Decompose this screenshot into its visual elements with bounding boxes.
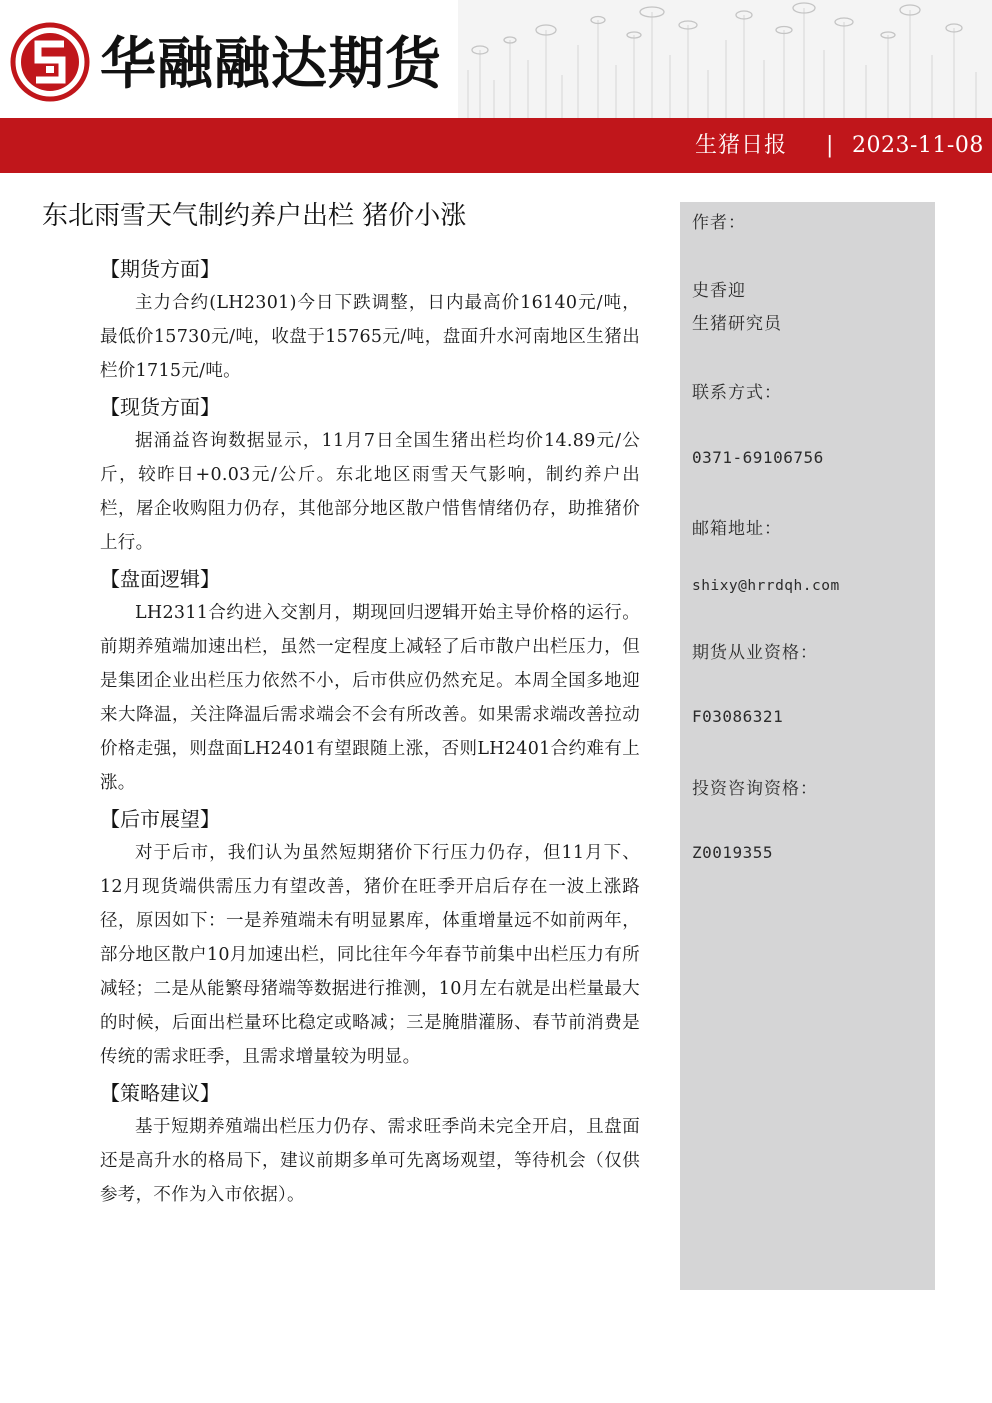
report-type: 生猪日报 [695, 133, 788, 158]
report-title: 东北雨雪天气制约养户出栏 猪价小涨 [42, 201, 467, 231]
report-date: 2023-11-08 [852, 133, 984, 158]
report-header [0, 0, 992, 175]
company-logo-icon [10, 22, 90, 102]
futures-cert-label: 期货从业资格： [692, 643, 818, 663]
contact-phone: 0371-69106756 [692, 448, 824, 467]
contact-label: 联系方式： [692, 383, 782, 403]
section-text-futures: 主力合约(LH2301)今日下跌调整，日内最高价16140元/吨，最低价15730元/吨，收盘于15765元/吨，盘面升水河南地区生猪出栏价1715元/吨。 [100, 293, 640, 381]
advisory-cert-number: Z0019355 [692, 843, 774, 862]
section-heading-strategy: 【策略建议】 [100, 1081, 220, 1105]
futures-cert-number: F03086321 [692, 707, 784, 726]
advisory-cert-label: 投资咨询资格： [692, 779, 818, 799]
section-text-outlook: 对于后市，我们认为虽然短期猪价下行压力仍存，但11月下、12月现货端供需压力有望改善，猪价在旺季开启后存在一波上涨路径，原因如下：一是养殖端未有明显累库，体重增量远不如前两年，部分地区散户10月加速出栏，同比往年今年春节前集中出栏压力有所减轻；二是从能繁母猪端等数据进行推测，10月左右就是出栏量最大的时候，后面出栏量环比稳定或略减；三是腌腊灌肠、春节前消费是传统的需求旺季，且需求增量较为明显。 [100, 843, 640, 1067]
author-label: 作者： [692, 213, 746, 233]
brand-name: 华融融达期货 [100, 32, 442, 97]
section-heading-logic: 【盘面逻辑】 [100, 567, 220, 591]
email-address[interactable]: shixy@hrrdqh.com [692, 578, 840, 594]
author-role: 生猪研究员 [692, 314, 782, 334]
email-label: 邮箱地址： [692, 519, 782, 539]
decorative-lines-graphic [458, 0, 992, 118]
section-text-logic: LH2311合约进入交割月，期现回归逻辑开始主导价格的运行。前期养殖端加速出栏，虽然一定程度上减轻了后市散户出栏压力，但是集团企业出栏压力依然不小，后市供应仍然充足。本周全国多地迎来大降温，关注降温后需求端会不会有所改善。如果需求端改善拉动价格走强，则盘面LH2401有望跟随上涨，否则LH2401合约难有上涨。 [100, 603, 640, 793]
author-sidebar [680, 202, 935, 1290]
author-name: 史香迎 [692, 281, 746, 301]
section-heading-outlook: 【后市展望】 [100, 807, 220, 831]
section-text-strategy: 基于短期养殖端出栏压力仍存、需求旺季尚未完全开启，且盘面还是高升水的格局下，建议前期多单可先离场观望，等待机会（仅供参考，不作为入市依据）。 [100, 1117, 640, 1205]
header-separator: | [826, 133, 834, 158]
report-body [100, 250, 640, 1214]
section-heading-spot: 【现货方面】 [100, 395, 220, 419]
header-red-band [0, 118, 992, 173]
section-text-spot: 据涌益咨询数据显示，11月7日全国生猪出栏均价14.89元/公斤，较昨日+0.03元/公斤。东北地区雨雪天气影响，制约养户出栏，屠企收购阻力仍存，其他部分地区散户惜售情绪仍存，助推猪价上行。 [100, 431, 640, 553]
section-heading-futures: 【期货方面】 [100, 257, 220, 281]
